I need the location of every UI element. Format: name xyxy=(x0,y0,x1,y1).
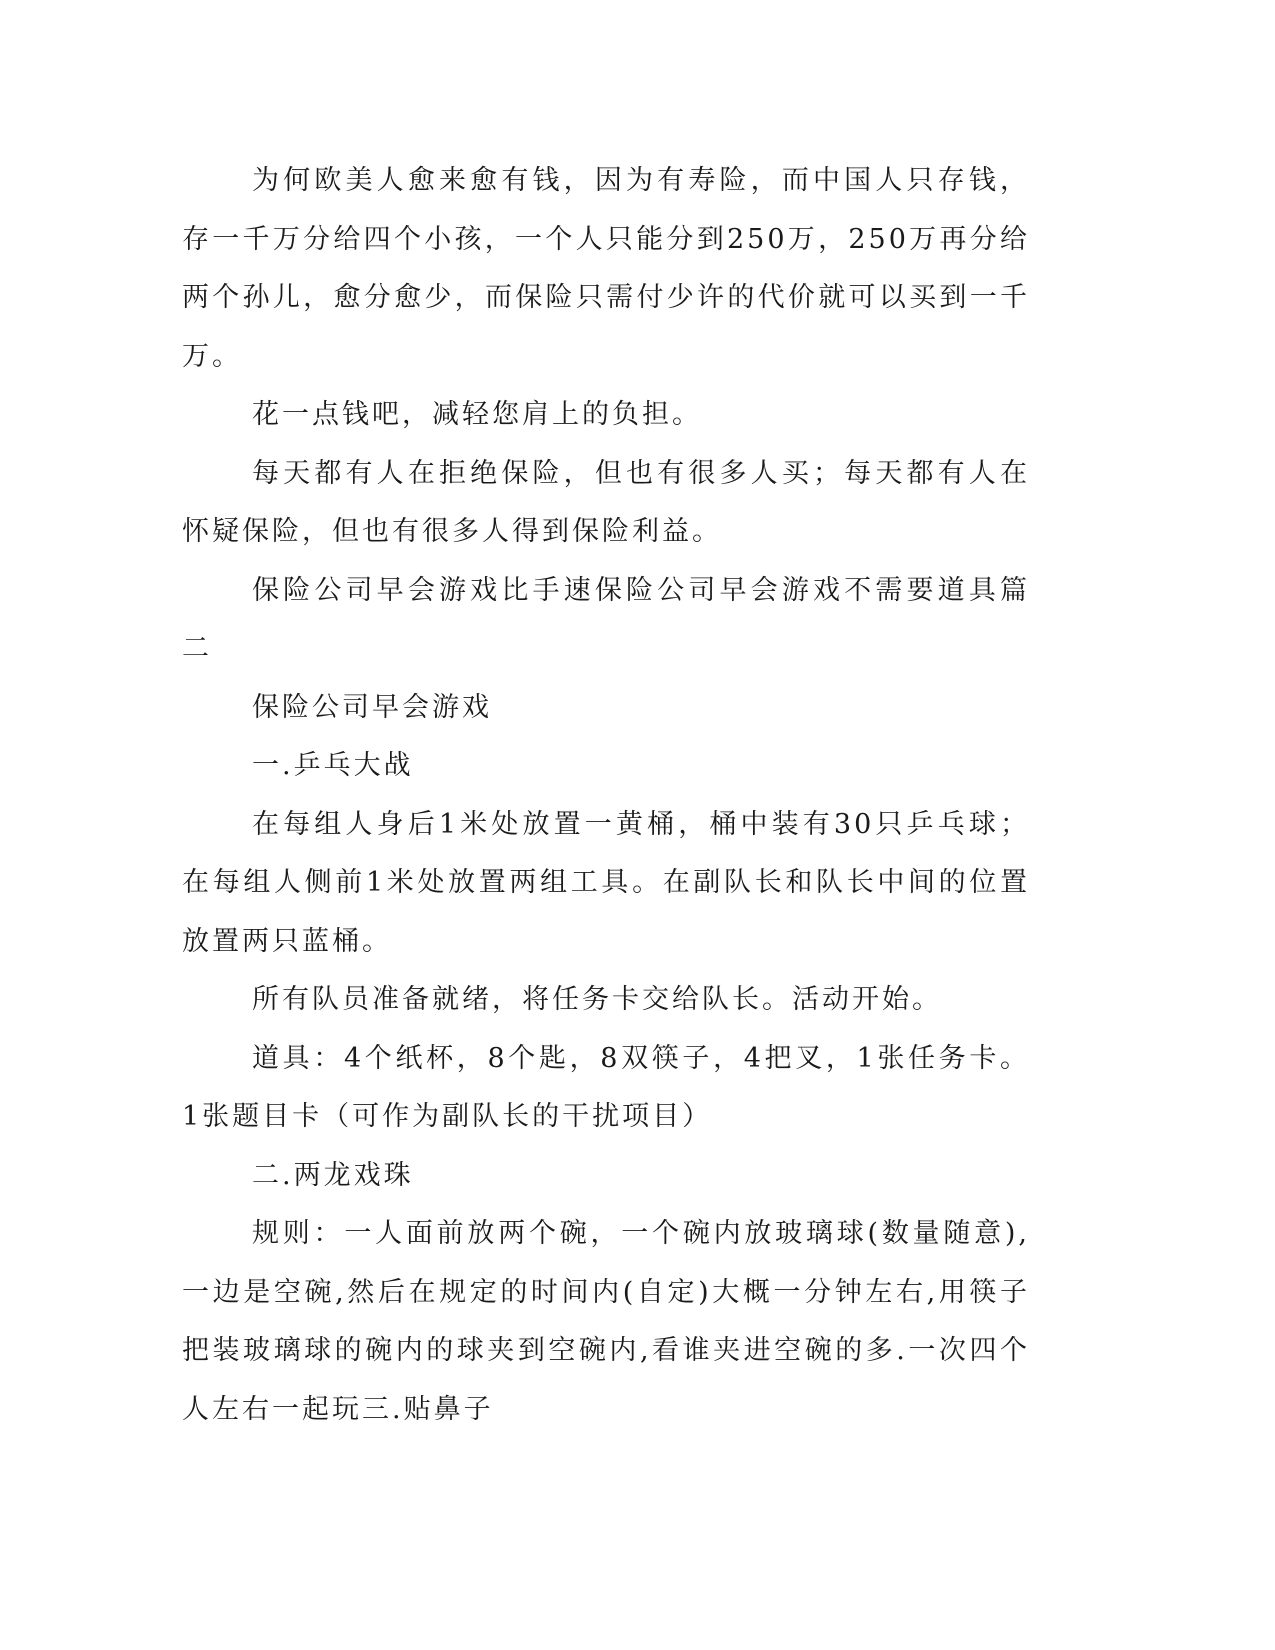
paragraph-wealth-insurance: 为何欧美人愈来愈有钱，因为有寿险，而中国人只存钱，存一千万分给四个小孩，一个人只能分到250万，250万再分给两个孙儿，愈分愈少，而保险只需付少许的代价就可以买到一千万。 xyxy=(182,165,1030,372)
paragraph-spend-money: 花一点钱吧，减轻您肩上的负担。 xyxy=(252,399,702,430)
paragraph-refuse-insurance: 每天都有人在拒绝保险，但也有很多人买；每天都有人在怀疑保险，但也有很多人得到保险利益。 xyxy=(182,457,1030,547)
section-title-games-part-two: 保险公司早会游戏比手速保险公司早会游戏不需要道具篇二 xyxy=(182,574,1030,664)
heading-game-ping-pong: 一.乒乓大战 xyxy=(252,750,414,781)
paragraph-ping-pong-props: 道具：4个纸杯，8个匙，8双筷子，4把叉，1张任务卡。1张题目卡（可作为副队长的干扰项目） xyxy=(182,1042,1030,1132)
paragraph-two-dragons-rules: 规则：一人面前放两个碗，一个碗内放玻璃球(数量随意),一边是空碗,然后在规定的时间内(自定)大概一分钟左右,用筷子把装玻璃球的碗内的球夹到空碗内,看谁夹进空碗的多.一次四个人左右一起玩三.贴鼻子 xyxy=(182,1218,1030,1425)
paragraph-ping-pong-setup: 在每组人身后1米处放置一黄桶，桶中装有30只乒乓球；在每组人侧前1米处放置两组工具。在副队长和队长中间的位置放置两只蓝桶。 xyxy=(182,808,1030,957)
paragraph-ping-pong-start: 所有队员准备就绪，将任务卡交给队长。活动开始。 xyxy=(252,984,942,1015)
heading-morning-meeting-games: 保险公司早会游戏 xyxy=(252,691,492,723)
document-body xyxy=(182,152,1030,1439)
heading-game-two-dragons: 二.两龙戏珠 xyxy=(252,1159,414,1191)
